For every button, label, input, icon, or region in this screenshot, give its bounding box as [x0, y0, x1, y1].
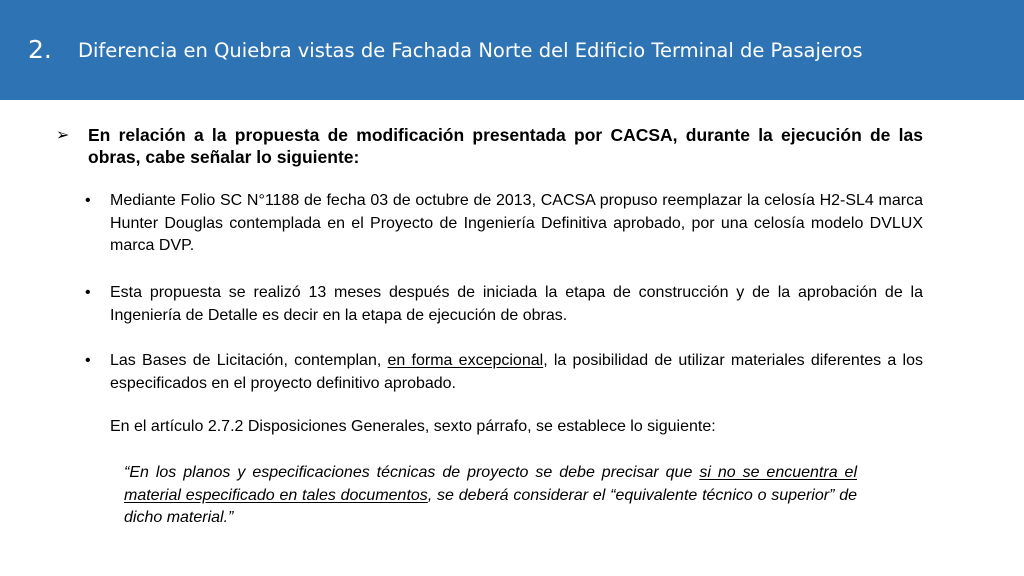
bullet-dot-icon: • — [85, 192, 91, 209]
bullet-item-folio: Mediante Folio SC N°1188 de fecha 03 de octubre de 2013, CACSA propuso reemplazar la celosía H2-SL4 marca Hunter Douglas contemplada en el Proyecto de Ingeniería Definitiva aprobado, por una celosía modelo DVLUX marca DVP. — [110, 192, 923, 254]
slide-title: Diferencia en Quiebra vistas de Fachada Norte del Edificio Terminal de Pasajeros — [78, 39, 863, 62]
bullet-item-bases — [110, 350, 923, 395]
bullet-item-timing: Esta propuesta se realizó 13 meses después de iniciada la etapa de construcción y de la aprobación de la Ingeniería de Detalle es decir en la etapa de ejecución de obras. — [110, 284, 923, 324]
quote-before: “En los planos y especificaciones técnicas de proyecto se debe precisar que — [124, 464, 700, 481]
arrow-bullet-icon: ➢ — [56, 125, 70, 144]
article-paragraph: En el artículo 2.7.2 Disposiciones Generales, sexto párrafo, se establece lo siguiente: — [110, 418, 716, 435]
title-bar — [0, 0, 1024, 100]
bases-text-before: Las Bases de Licitación, contemplan, — [110, 352, 388, 369]
section-number: 2. — [28, 35, 52, 64]
bases-text-underlined: en forma excepcional — [387, 352, 544, 369]
quote-after: , se deberá considerar el “equivalente técnico o superior” de dicho material.” — [124, 486, 858, 526]
bullet-dot-icon: • — [85, 352, 91, 369]
bullet-dot-icon: • — [85, 284, 91, 301]
quoted-regulation — [124, 462, 857, 530]
quote-underlined: si no se encuentra el material especificado en tales documentos — [124, 464, 857, 504]
intro-statement: En relación a la propuesta de modificación presentada por CACSA, durante la ejecución de las obras, cabe señalar lo siguiente: — [88, 125, 923, 167]
bases-text-after: , la posibilidad de utilizar materiales diferentes a los especificados en el proyecto definitivo aprobado. — [110, 352, 923, 392]
